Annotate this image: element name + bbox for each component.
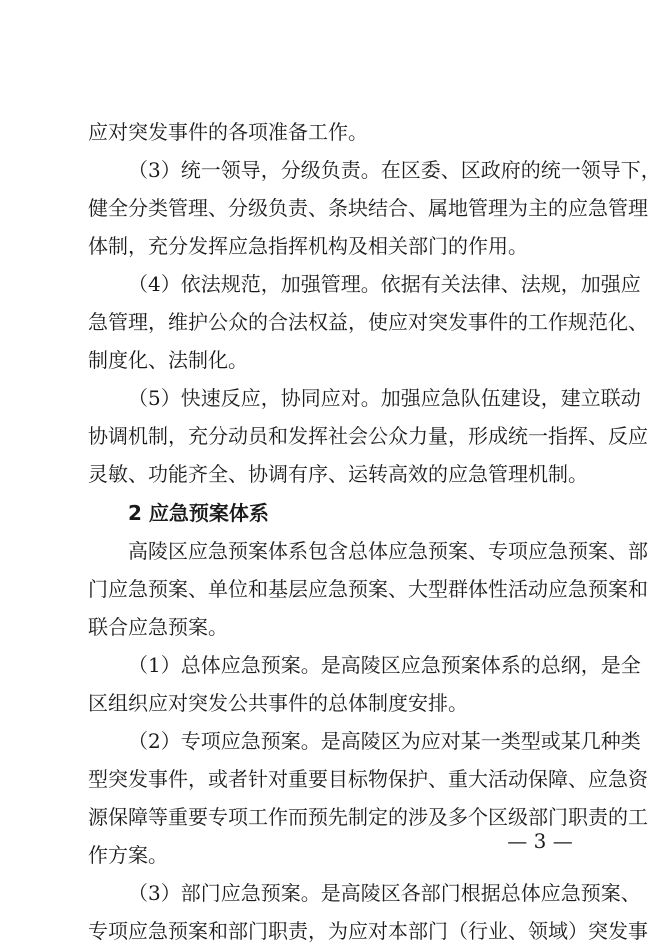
body-text-line: 灵敏、功能齐全、协调有序、运转高效的应急管理机制。: [88, 462, 588, 486]
body-text-line: 作方案。: [88, 843, 168, 867]
body-text-line: （2）专项应急预案。是高陵区为应对某一类型或某几种类: [128, 729, 641, 753]
body-text-line: 区组织应对突发公共事件的总体制度安排。: [88, 691, 468, 715]
section-heading: 2 应急预案体系: [128, 501, 269, 525]
body-text-line: 门应急预案、单位和基层应急预案、大型群体性活动应急预案和: [88, 577, 648, 601]
body-text-line: 联合应急预案。: [88, 615, 228, 639]
body-text-line: 专项应急预案和部门职责，为应对本部门（行业、领域）突发事: [88, 919, 648, 943]
body-text-line: （4）依法规范，加强管理。依据有关法律、法规，加强应: [128, 272, 641, 296]
body-text-line: 制度化、法制化。: [88, 348, 248, 372]
body-text-line: 型突发事件，或者针对重要目标物保护、重大活动保障、应急资: [88, 767, 648, 791]
body-text-line: （1）总体应急预案。是高陵区应急预案体系的总纲，是全: [128, 653, 641, 677]
body-text-line: （5）快速反应，协同应对。加强应急队伍建设，建立联动: [128, 386, 641, 410]
body-text-line: （3）统一领导，分级负责。在区委、区政府的统一领导下，: [128, 158, 661, 182]
body-text-line: 体制，充分发挥应急指挥机构及相关部门的作用。: [88, 234, 528, 258]
body-text-line: 协调机制，充分动员和发挥社会公众力量，形成统一指挥、反应: [88, 424, 648, 448]
body-text-line: （3）部门应急预案。是高陵区各部门根据总体应急预案、: [128, 881, 641, 905]
page-number: — 3 —: [507, 829, 573, 853]
body-text-line: 源保障等重要专项工作而预先制定的涉及多个区级部门职责的工: [88, 805, 648, 829]
body-text-line: 高陵区应急预案体系包含总体应急预案、专项应急预案、部: [128, 539, 648, 563]
body-text-line: 健全分类管理、分级负责、条块结合、属地管理为主的应急管理: [88, 196, 648, 220]
body-text-line: 急管理，维护公众的合法权益，使应对突发事件的工作规范化、: [88, 310, 648, 334]
body-text-line: 应对突发事件的各项准备工作。: [88, 120, 368, 144]
